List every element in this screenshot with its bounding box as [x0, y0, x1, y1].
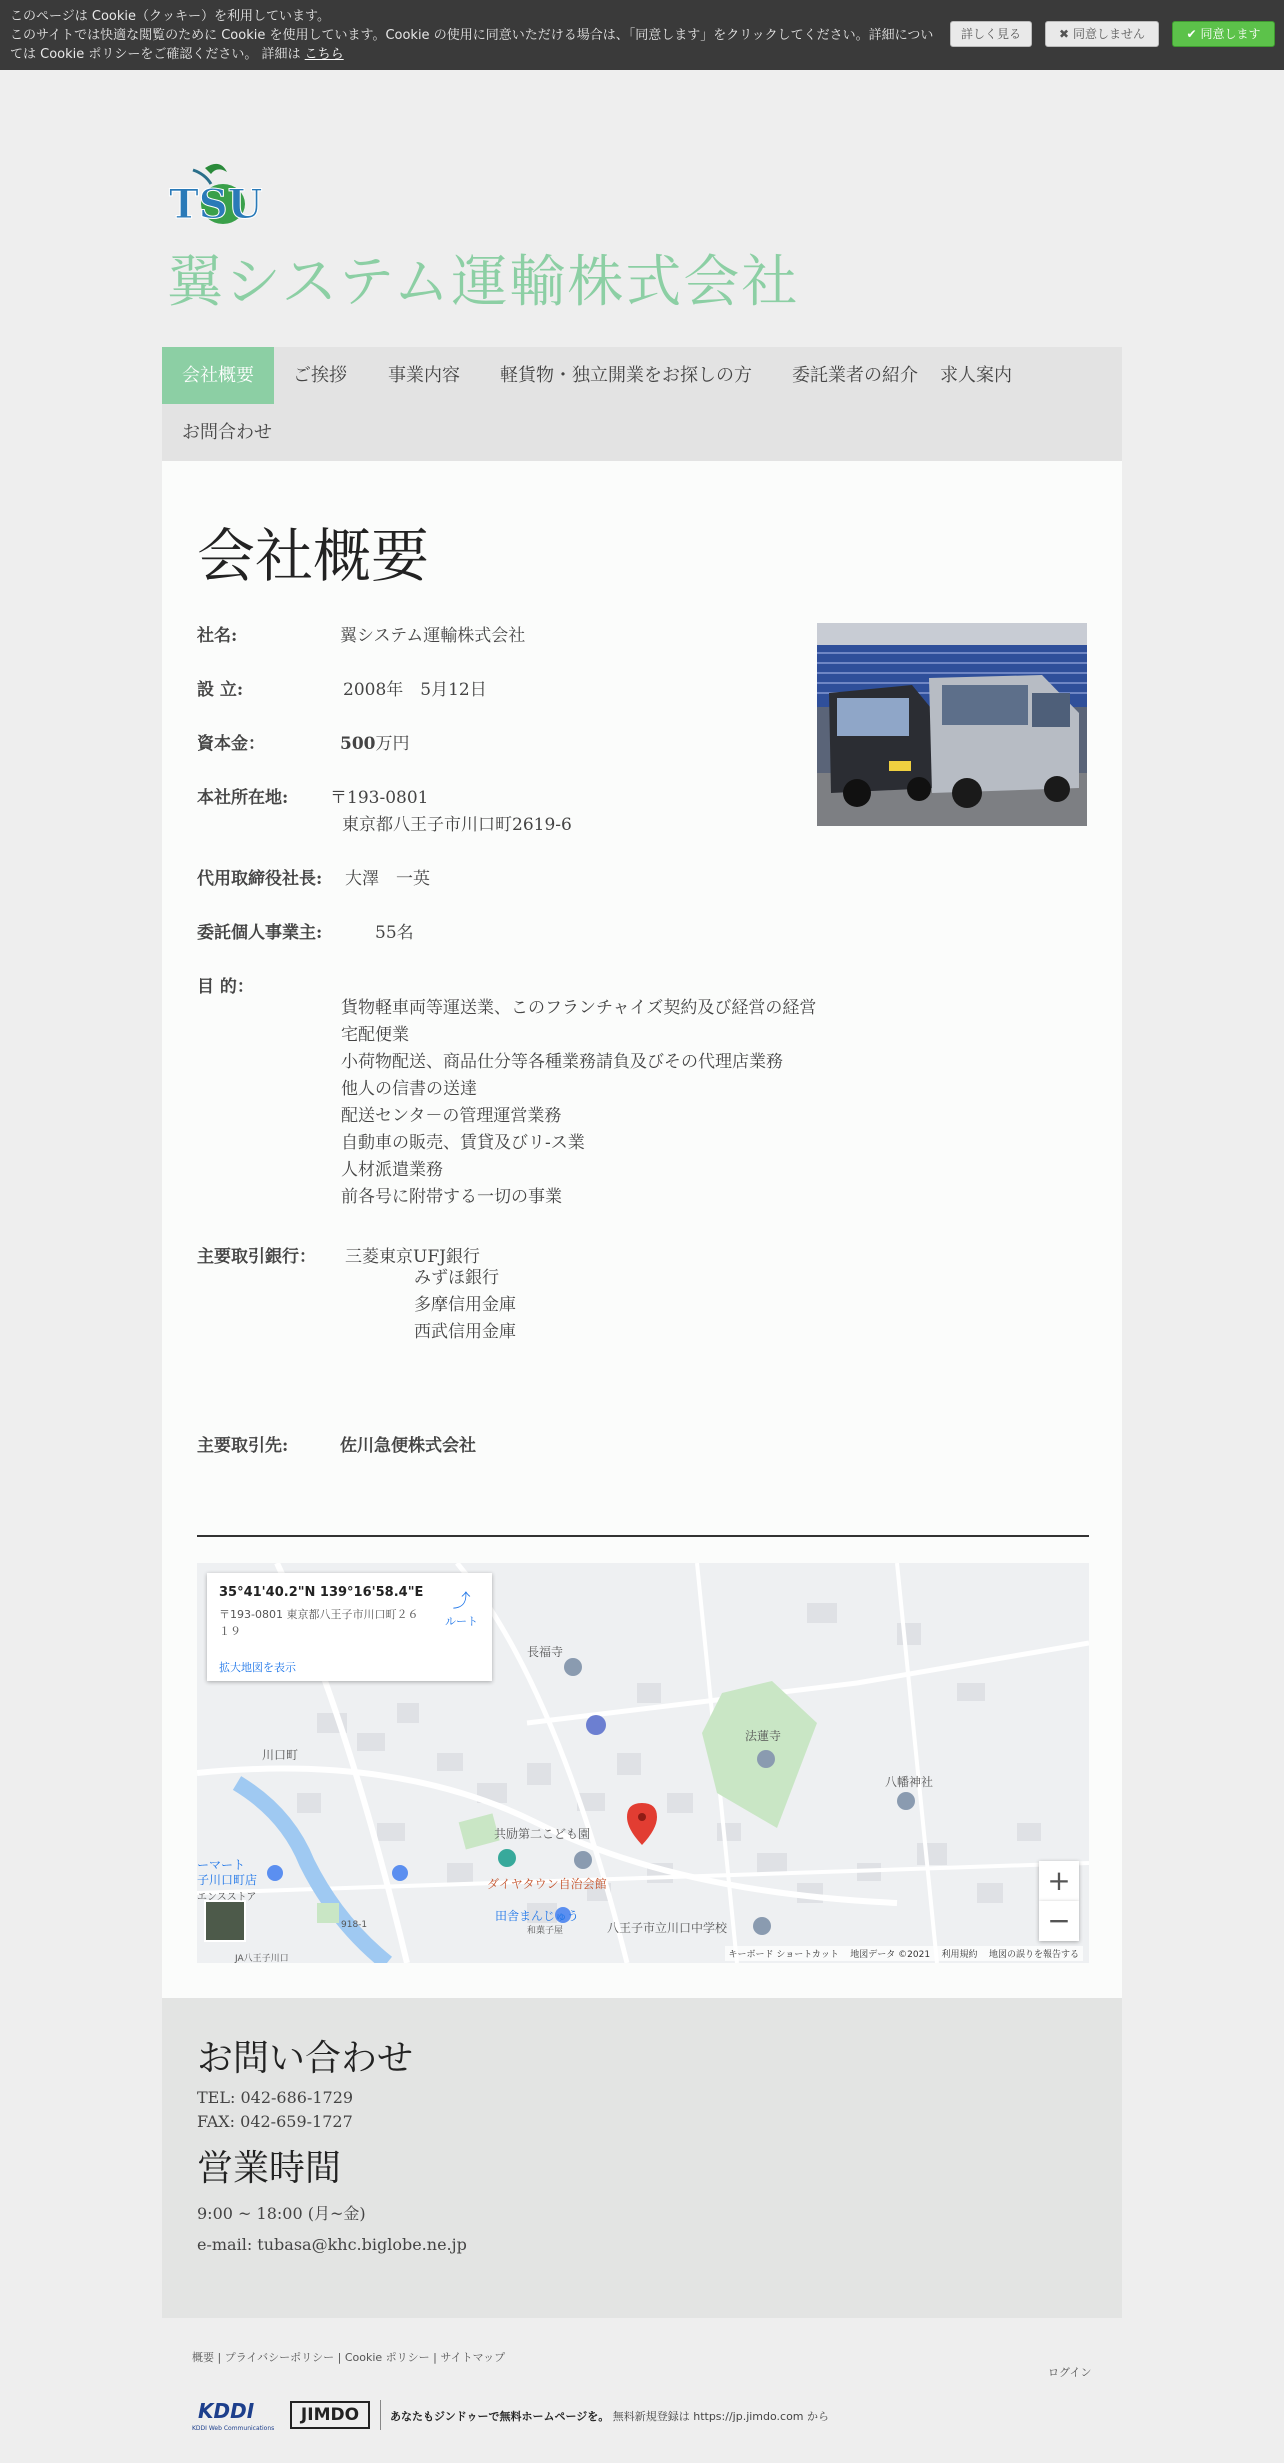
map-label: 法蓮寺 [745, 1729, 782, 1743]
footer-separator [380, 2400, 381, 2430]
purpose-item: 配送センタ－の管理運営業務 [341, 1106, 562, 1126]
representative-label: 代用取締役社長: [197, 869, 323, 889]
map-coordinates: 35°41'40.2"N 139°16'58.4"E [219, 1585, 424, 1600]
client-label: 主要取引先: [197, 1436, 289, 1456]
directions-icon: ⤴ [452, 1591, 471, 1612]
map-label: ーマート [197, 1858, 246, 1872]
map-address: 〒193-0801 東京都八王子市川口町２６１９ [219, 1608, 419, 1638]
map-label: エンスストア [197, 1892, 257, 1903]
google-map[interactable] [197, 1563, 1089, 1963]
purpose-label: 目 的： [197, 977, 254, 997]
map-label: 918-1 [341, 1920, 368, 1930]
company-logo[interactable] [165, 160, 275, 235]
nav-item-contact[interactable]: お問合わせ [182, 422, 272, 443]
bank-item: みずほ銀行 [414, 1268, 499, 1288]
representative-value: 大澤 一英 [345, 869, 430, 889]
purpose-item: 小荷物配送、商品仕分等各種業務請負及びその代理店業務 [341, 1052, 783, 1072]
map-larger-link[interactable]: 拡大地図を表示 [219, 1661, 296, 1674]
purpose-item: 人材派遣業務 [341, 1160, 443, 1180]
main-content [162, 461, 1122, 1998]
map-route-button[interactable] [445, 1587, 478, 1629]
contact-email[interactable]: e-mail: tubasa@khc.biglobe.ne.jp [197, 2235, 467, 2254]
jimdo-logo[interactable]: JIMDO [290, 2401, 370, 2429]
check-icon: ✔ [1186, 27, 1197, 41]
contact-section [162, 1998, 1122, 2318]
cookie-banner [0, 0, 1284, 70]
jimdo-promo-text: 無料新規登録は https://jp.jimdo.com から [609, 2410, 830, 2423]
nav-item-recruit[interactable]: 求人案内 [940, 365, 1012, 386]
map-terms-link[interactable]: 利用規約 [941, 1950, 978, 1960]
map-route-label: ルート [445, 1615, 478, 1628]
nav-item-business[interactable]: 事業内容 [388, 365, 460, 386]
capital-value [340, 729, 410, 754]
company-vans-photo [817, 623, 1087, 826]
cookie-accept-button[interactable] [1172, 21, 1275, 47]
page-title: 会社概要 [197, 522, 430, 590]
login-link[interactable]: ログイン [1048, 2366, 1092, 2379]
kddi-logo[interactable] [192, 2398, 278, 2432]
nav-item-company[interactable]: 会社概要 [162, 347, 274, 404]
purpose-item: 前各号に附帯する一切の事業 [341, 1187, 562, 1207]
map-report-link[interactable]: 地図の誤りを報告する [988, 1950, 1079, 1960]
cookie-decline-label: 同意しません [1072, 27, 1145, 41]
name-label: 社名: [197, 626, 238, 646]
purpose-list [341, 995, 816, 1211]
cookie-decline-button[interactable] [1045, 21, 1159, 47]
cookie-line-1: このページは Cookie（クッキー）を利用しています。 [10, 9, 330, 24]
map-label: 子川口町店 [197, 1873, 258, 1887]
map-label: JA八王子川口 [235, 1954, 289, 1963]
cookie-accept-label: 同意します [1200, 27, 1261, 41]
site-title[interactable]: 翼システム運輸株式会社 [167, 250, 800, 315]
main-navigation [162, 347, 1122, 461]
bank-item: 三菱東京UFJ銀行 [345, 1247, 480, 1267]
bank-item: 西武信用金庫 [414, 1322, 516, 1342]
cookie-more-button[interactable]: 詳しく見る [950, 21, 1032, 47]
map-data-credit: 地図データ ©2021 [850, 1950, 931, 1960]
kddi-logo-subtext: KDDI Web Communications [192, 2425, 275, 2432]
zoom-out-button[interactable]: − [1039, 1901, 1079, 1941]
capital-unit: 万円 [375, 734, 410, 754]
map-keyboard-shortcuts[interactable]: キーボード ショートカット [728, 1950, 839, 1960]
jimdo-promo-bold: あなたもジンドゥーで無料ホームページを。 [390, 2410, 610, 2423]
nav-item-contractors[interactable]: 委託業者の紹介 [792, 365, 918, 386]
hq-label: 本社所在地: [197, 788, 289, 808]
footer-links[interactable]: 概要 | プライバシーポリシー | Cookie ポリシー | サイトマップ [192, 2351, 506, 2364]
map-info-card [207, 1573, 492, 1681]
map-label: 田舎まんじゅう [495, 1909, 580, 1923]
jimdo-promo[interactable] [390, 2408, 829, 2424]
bank-item: 多摩信用金庫 [414, 1295, 516, 1315]
hq-zip: 〒193-0801 [330, 788, 429, 808]
cookie-policy-link[interactable]: こちら [304, 47, 344, 62]
established-value: 2008年 5月12日 [343, 680, 487, 700]
capital-amount: 500 [340, 734, 376, 754]
nav-item-light-cargo[interactable]: 軽貨物・独立開業をお探しの方 [500, 365, 752, 386]
map-label: 川口町 [262, 1748, 299, 1762]
purpose-item: 宅配便業 [341, 1025, 409, 1045]
contact-heading: お問い合わせ [197, 2038, 414, 2079]
business-hours: 9:00 ~ 18:00 (月~金) [197, 2204, 366, 2223]
map-label: 和菓子屋 [527, 1926, 564, 1936]
client-value: 佐川急便株式会社 [340, 1436, 476, 1456]
map-label: 八王子市立川口中学校 [607, 1921, 728, 1935]
map-label: 共励第二こども園 [494, 1827, 591, 1841]
contractors-label: 委託個人事業主: [197, 923, 323, 943]
hours-heading: 営業時間 [197, 2148, 342, 2189]
kddi-logo-text: KDDI [198, 2399, 255, 2423]
bank-list [414, 1265, 516, 1346]
hq-address: 東京都八王子市川口町2619-6 [342, 815, 572, 835]
cookie-line-2: このサイトでは快適な閲覧のために Cookie を使用しています。Cookie の使用に同意いただける場合は、「同意します」をクリックしてください。詳細につい [10, 28, 934, 43]
zoom-in-button[interactable]: + [1039, 1861, 1079, 1901]
nav-item-greeting[interactable]: ご挨拶 [293, 365, 347, 386]
established-label: 設 立: [197, 680, 244, 700]
cookie-line-3: ては Cookie ポリシーをご確認ください。 詳細は [10, 47, 301, 62]
close-icon: ✖ [1059, 27, 1070, 41]
logo-text: TSU [169, 181, 263, 228]
purpose-item: 他人の信書の送達 [341, 1079, 477, 1099]
cookie-message [10, 7, 940, 64]
contractors-value: 55名 [375, 923, 414, 943]
map-label: 長福寺 [527, 1645, 564, 1659]
map-footer [725, 1946, 1083, 1961]
map-label: 八幡神社 [885, 1775, 934, 1789]
bank-label: 主要取引銀行： [197, 1247, 316, 1267]
purpose-item: 自動車の販売、賃貸及びリ-ス業 [341, 1133, 585, 1153]
contact-fax: FAX: 042-659-1727 [197, 2112, 353, 2131]
purpose-item: 貨物軽車両等運送業、このフランチャイズ契約及び経営の経営 [341, 998, 817, 1018]
contact-tel: TEL: 042-686-1729 [197, 2088, 354, 2107]
map-label: ダイヤタウン自治会館 [487, 1877, 607, 1891]
capital-label: 資本金： [197, 734, 265, 754]
section-divider [197, 1535, 1089, 1537]
name-value: 翼システム運輸株式会社 [340, 626, 526, 646]
